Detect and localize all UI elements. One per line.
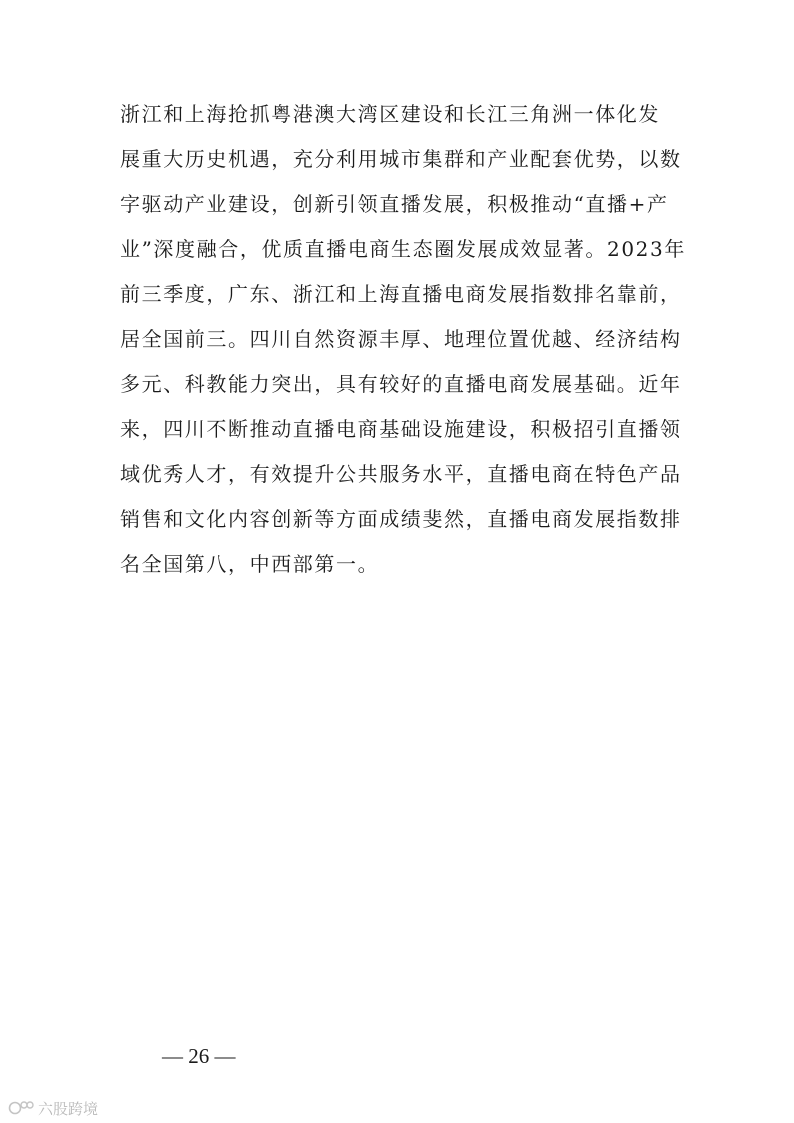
- watermark: [8, 1097, 98, 1119]
- paragraph-line: 居全国前三。四川自然资源丰厚、地理位置优越、经济结构: [120, 327, 682, 351]
- watermark-logo-icon: [8, 1099, 34, 1117]
- paragraph-line: 销售和文化内容创新等方面成绩斐然，直播电商发展指数排: [120, 507, 682, 531]
- paragraph-line: 业”深度融合，优质直播电商生态圈发展成效显著。2023年: [120, 237, 686, 261]
- paragraph-line: 多元、科教能力突出，具有较好的直播电商发展基础。近年: [120, 372, 682, 396]
- watermark-text: 六股跨境: [38, 1099, 99, 1118]
- paragraph-line: 前三季度，广东、浙江和上海直播电商发展指数排名靠前，: [120, 282, 682, 306]
- paragraph-line: 浙江和上海抢抓粤港澳大湾区建设和长江三角洲一体化发: [120, 102, 660, 126]
- paragraph-line: 来，四川不断推动直播电商基础设施建设，积极招引直播领: [120, 417, 682, 441]
- page-number: — 26 —: [162, 1044, 236, 1068]
- paragraph-line: 域优秀人才，有效提升公共服务水平，直播电商在特色产品: [120, 462, 682, 486]
- paragraph-line: 名全国第八，中西部第一。: [120, 552, 380, 576]
- paragraph-line: 字驱动产业建设，创新引领直播发展，积极推动“直播+产: [120, 192, 669, 216]
- paragraph-line: 展重大历史机遇，充分利用城市集群和产业配套优势，以数: [120, 147, 682, 171]
